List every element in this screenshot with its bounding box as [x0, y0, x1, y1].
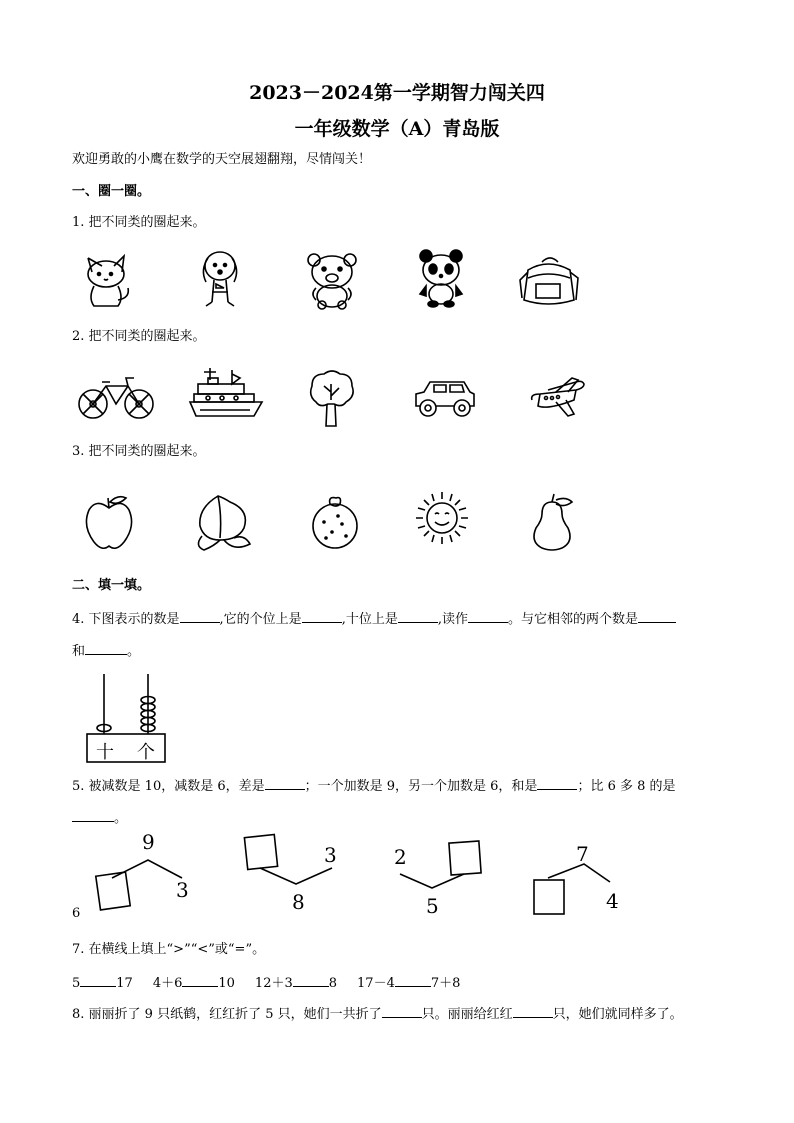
panda-icon[interactable] [416, 248, 466, 310]
question-3: 3. 把不同类的圈起来。 [72, 444, 206, 459]
question-6-label: 6 [72, 906, 81, 921]
question-1: 1. 把不同类的圈起来。 [72, 215, 206, 230]
q4-blank-neighbor-2[interactable] [85, 641, 127, 655]
abacus-tens-label: 十 [96, 742, 114, 763]
q7-item-2-right: 10 [218, 976, 235, 991]
q7-blank-1[interactable] [80, 973, 116, 987]
tree-1-top: 9 [142, 830, 155, 854]
q4-blank-ones[interactable] [302, 609, 342, 623]
peach-icon[interactable] [190, 492, 258, 554]
q7-item-1-right: 17 [116, 976, 133, 991]
cat-icon[interactable] [78, 250, 134, 310]
question-8 [72, 1004, 683, 1024]
tree-2-right: 3 [324, 843, 337, 867]
orange-icon[interactable] [306, 494, 364, 550]
section-heading-1: 一、圈一圈。 [72, 184, 151, 199]
q4-blank-neighbor-1[interactable] [638, 609, 676, 623]
q4-text-7: 。 [127, 644, 141, 659]
q7-item-3-left: 12＋3 [254, 976, 293, 991]
q5-text-4: 。 [114, 811, 128, 826]
q4-blank-read-as[interactable] [468, 609, 508, 623]
q4-text-6: 和 [72, 644, 86, 659]
page-subtitle: 一年级数学（A）青岛版 [294, 118, 500, 140]
tree-3-bottom: 5 [426, 894, 439, 918]
q7-blank-2[interactable] [182, 973, 218, 987]
q7-item-2-left: 4＋6 [152, 976, 183, 991]
question-7-items [72, 973, 460, 993]
q4-text-5: 。与它相邻的两个数是 [507, 612, 638, 627]
q8-text-3: 只，她们就同样多了。 [552, 1007, 683, 1022]
number-tree-3 [394, 840, 494, 890]
section-heading-2: 二、填一填。 [72, 578, 151, 593]
q5-text-1: 5. 被减数是 10，减数是 6，差是 [72, 779, 265, 794]
page-title: 2023－2024第一学期智力闯关四 [249, 82, 545, 104]
q8-text-2: 只。丽丽给红红 [421, 1007, 513, 1022]
q7-item-1-left: 5 [72, 976, 81, 991]
ship-icon[interactable] [188, 364, 264, 420]
abacus-ones-label: 个 [137, 742, 155, 763]
q5-blank-sum[interactable] [537, 776, 577, 790]
car-icon[interactable] [412, 378, 478, 418]
question-7: 7. 在横线上填上“>”“<”或“=”。 [72, 942, 266, 957]
q5-blank-more-than[interactable] [72, 808, 114, 822]
q7-item-4-left: 17－4 [357, 976, 395, 991]
tree-3-left: 2 [394, 845, 407, 869]
sun-icon[interactable] [414, 490, 470, 546]
q4-text-3: ,十位上是 [341, 612, 398, 627]
dog-icon[interactable] [192, 248, 248, 310]
q5-text-2: ；一个加数是 9，另一个加数是 6，和是 [304, 779, 538, 794]
q8-blank-give[interactable] [513, 1004, 553, 1018]
question-4-line1 [72, 609, 676, 629]
question-4-line2 [72, 641, 140, 661]
tree-4-right: 4 [606, 889, 619, 913]
q5-text-3: ；比 6 多 8 的是 [577, 779, 676, 794]
intro-text: 欢迎勇敢的小鹰在数学的天空展翅翻翔，尽情闯关！ [72, 152, 372, 167]
question-2: 2. 把不同类的圈起来。 [72, 329, 206, 344]
pear-icon[interactable] [526, 492, 578, 552]
bicycle-icon[interactable] [78, 374, 154, 422]
q8-blank-total[interactable] [382, 1004, 422, 1018]
q7-blank-3[interactable] [293, 973, 329, 987]
q7-item-3-right: 8 [328, 976, 338, 991]
tree-4-top: 7 [576, 842, 589, 866]
q7-blank-4[interactable] [395, 973, 431, 987]
q4-text-2: ,它的个位上是 [219, 612, 302, 627]
backpack-icon[interactable] [518, 256, 580, 308]
bear-icon[interactable] [302, 250, 362, 310]
airplane-icon[interactable] [528, 376, 586, 418]
apple-icon[interactable] [84, 494, 134, 552]
tree-icon[interactable] [306, 370, 356, 428]
q5-blank-difference[interactable] [265, 776, 305, 790]
q4-blank-number[interactable] [180, 609, 220, 623]
q4-text-1: 4. 下图表示的数是 [72, 612, 180, 627]
question-5-line1 [72, 776, 676, 796]
tree-2-bottom: 8 [292, 890, 305, 914]
q7-item-4-right: 7＋8 [430, 976, 461, 991]
question-5-line2 [72, 808, 127, 828]
q8-text-1: 8. 丽丽折了 9 只纸鹤，红红折了 5 只，她们一共折了 [72, 1007, 382, 1022]
q4-blank-tens[interactable] [398, 609, 438, 623]
tree-1-right: 3 [176, 878, 189, 902]
q4-text-4: ,读作 [437, 612, 468, 627]
